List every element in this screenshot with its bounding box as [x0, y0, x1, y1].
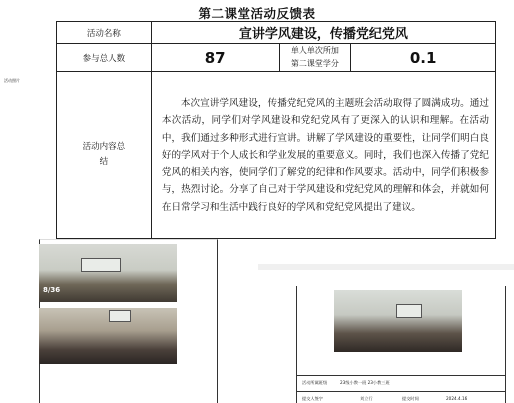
participants-value: 87 [151, 44, 279, 72]
credit-label [279, 44, 351, 72]
summary-label: 活动内容总结 [57, 72, 152, 239]
page-gap [258, 264, 514, 270]
submitter-label: 提交人签字 [302, 396, 323, 401]
credit-label-line1: 单人单次所加 [290, 45, 339, 55]
summary-text: 本次宣讲学风建设，传播党纪党风的主题班会活动取得了圆满成功。通过本次活动，同学们对学风建设和党纪党风有了更深入的认识和理解。在活动中，我们通过多种形式进行宣讲。讲解了学风建设的重要性，让同学们明白良好的学风对于个人成长和学业发展的重要意义。同时，我们也深入传播了党纪党风的相关内容，使同学们了解党的纪律和作风要求。活动中，同学们积极参与，热烈讨论。分享了自己对于学风建设和党纪党风的理解和体会，并就如何在日常学习和生活中践行良好的学风和党纪党风提出了建议。 [161, 97, 489, 213]
submitter-name: 刘立行 [360, 396, 373, 401]
classroom-photo-2 [39, 308, 177, 364]
classroom-photo-1 [39, 244, 177, 302]
projector-screen-3 [396, 304, 422, 318]
credit-label-line2: 第二课堂学分 [290, 58, 339, 68]
feedback-form-table [56, 21, 496, 239]
submit-date-value: 2024.4.16 [446, 396, 468, 401]
class-row [296, 375, 506, 391]
class-value: 23级小教一班 23小教三班 [340, 380, 390, 385]
activity-name-label: 活动名称 [57, 22, 152, 44]
classroom-photo-3 [334, 290, 462, 352]
photo-watermark: 8/36 [43, 286, 61, 294]
activity-photos-label: 活动照片 [4, 78, 20, 83]
class-label: 活动所属班级 [302, 380, 328, 385]
form-title: 第二课堂活动反馈表 [198, 6, 316, 21]
submitter-row [296, 391, 506, 403]
summary-content [151, 72, 495, 239]
projector-screen [81, 258, 121, 272]
activity-name-value: 宣讲学风建设，传播党纪党风 [151, 22, 495, 44]
credit-value: 0.1 [351, 44, 496, 72]
submit-date-label: 提交时间 [402, 396, 419, 401]
projector-screen-2 [109, 310, 131, 322]
participants-label: 参与总人数 [57, 44, 152, 72]
